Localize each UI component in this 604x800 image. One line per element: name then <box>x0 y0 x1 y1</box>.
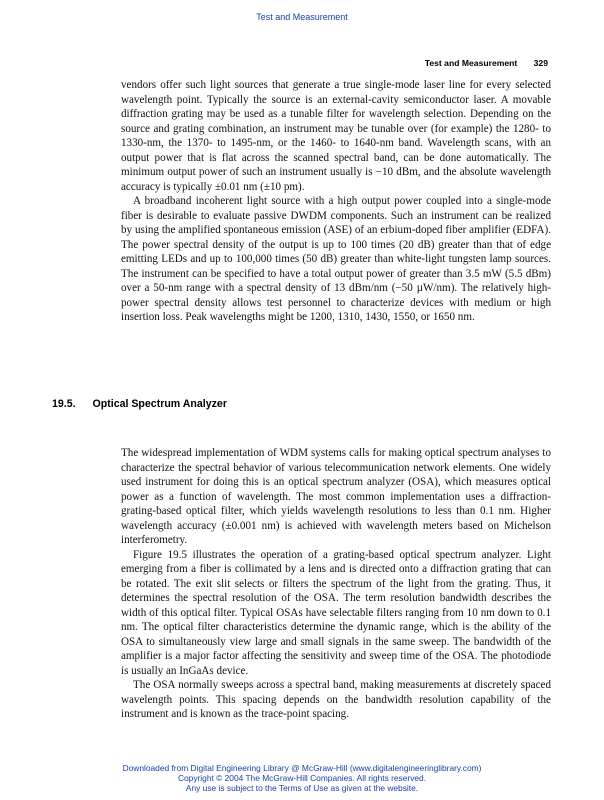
section-title: Optical Spectrum Analyzer <box>92 398 227 410</box>
footer-download-link[interactable]: Downloaded from Digital Engineering Library @ McGraw-Hill (www.digitalengineeringlibrary.com) <box>122 763 482 773</box>
paragraph: vendors offer such light sources that generate a true single-mode laser line for every selected wavelength point. Typically the source is an external-cavity semiconductor laser. A movable diffraction grating may be used as a tunable filter for wavelength selection. Depending on the source and grating combination, an instrument may be tunable over (for example) the 1280- to 1330-nm, the 1370- to 1495-nm, or the 1460- to 1640-nm band. Wavelength scans, with an output power that is flat across the scanned spectral band, can be done automatically. The minimum output power of such an instrument usually is −10 dBm, and the absolute wavelength accuracy is typically ±0.01 nm (±10 pm). <box>121 79 551 193</box>
footer-copyright: Copyright © 2004 The McGraw-Hill Companies. All rights reserved. <box>177 773 427 783</box>
paragraph: The widespread implementation of WDM systems calls for making optical spectrum analyses to characterize the spectral behavior of various telecommunication network elements. One widely used instrument for doing this is an optical spectrum analyzer (OSA), which measures optical power as a function of wavelength. The most common implementation uses a diffraction-grating-based optical filter, which yields wavelength resolutions to less than 0.1 nm. Higher wavelength accuracy (±0.001 nm) is achieved with wavelength meters based on Michelson interferometry. <box>121 447 551 546</box>
top-banner: Test and Measurement <box>256 12 348 22</box>
running-head <box>425 58 548 68</box>
footer <box>0 763 604 793</box>
body-text-top <box>121 78 551 325</box>
section-number: 19.5. <box>52 398 76 410</box>
body-text-section <box>121 446 551 722</box>
running-head-title: Test and Measurement <box>424 58 518 68</box>
section-heading <box>52 398 227 410</box>
paragraph: A broadband incoherent light source with a high output power coupled into a single-mode fiber is desirable to evaluate passive DWDM components. Such an instrument can be realized by using the amplified spontaneous emission (ASE) of an erbium-doped fiber amplifier (EDFA). The power spectral density of the output is up to 100 times (20 dB) greater than that of edge emitting LEDs and up to 100,000 times (50 dB) greater than white-light tungsten lamp sources. The instrument can be specified to have a total output power of greater than 3.5 mW (5.5 dBm) over a 50-nm range with a spectral density of 13 dBm/nm (−50 µW/nm). The relatively high-power spectral density allows test personnel to characterize devices with medium or high insertion loss. Peak wavelengths might be 1200, 1310, 1430, 1550, or 1650 nm. <box>121 195 551 323</box>
page-number: 329 <box>533 58 548 68</box>
footer-terms-link[interactable]: Any use is subject to the Terms of Use as given at the website. <box>185 783 419 793</box>
paragraph: Figure 19.5 illustrates the operation of a grating-based optical spectrum analyzer. Light emerging from a fiber is collimated by a lens and is directed onto a diffraction grating that can be rotated. The exit slit selects or filters the spectrum of the light from the grating. Thus, it determines the spectral resolution of the OSA. The term resolution bandwidth describes the width of this optical filter. Typical OSAs have selectable filters ranging from 10 nm down to 0.1 nm. The optical filter characteristics determine the dynamic range, which is the ability of the OSA to simultaneously view large and small signals in the same sweep. The bandwidth of the amplifier is a major factor affecting the sensitivity and sweep time of the OSA. The photodiode is usually an InGaAs device. <box>121 548 551 677</box>
paragraph: The OSA normally sweeps across a spectral band, making measurements at discretely spaced wavelength points. This spacing depends on the bandwidth resolution capability of the instrument and is known as the trace-point spacing. <box>121 679 551 720</box>
